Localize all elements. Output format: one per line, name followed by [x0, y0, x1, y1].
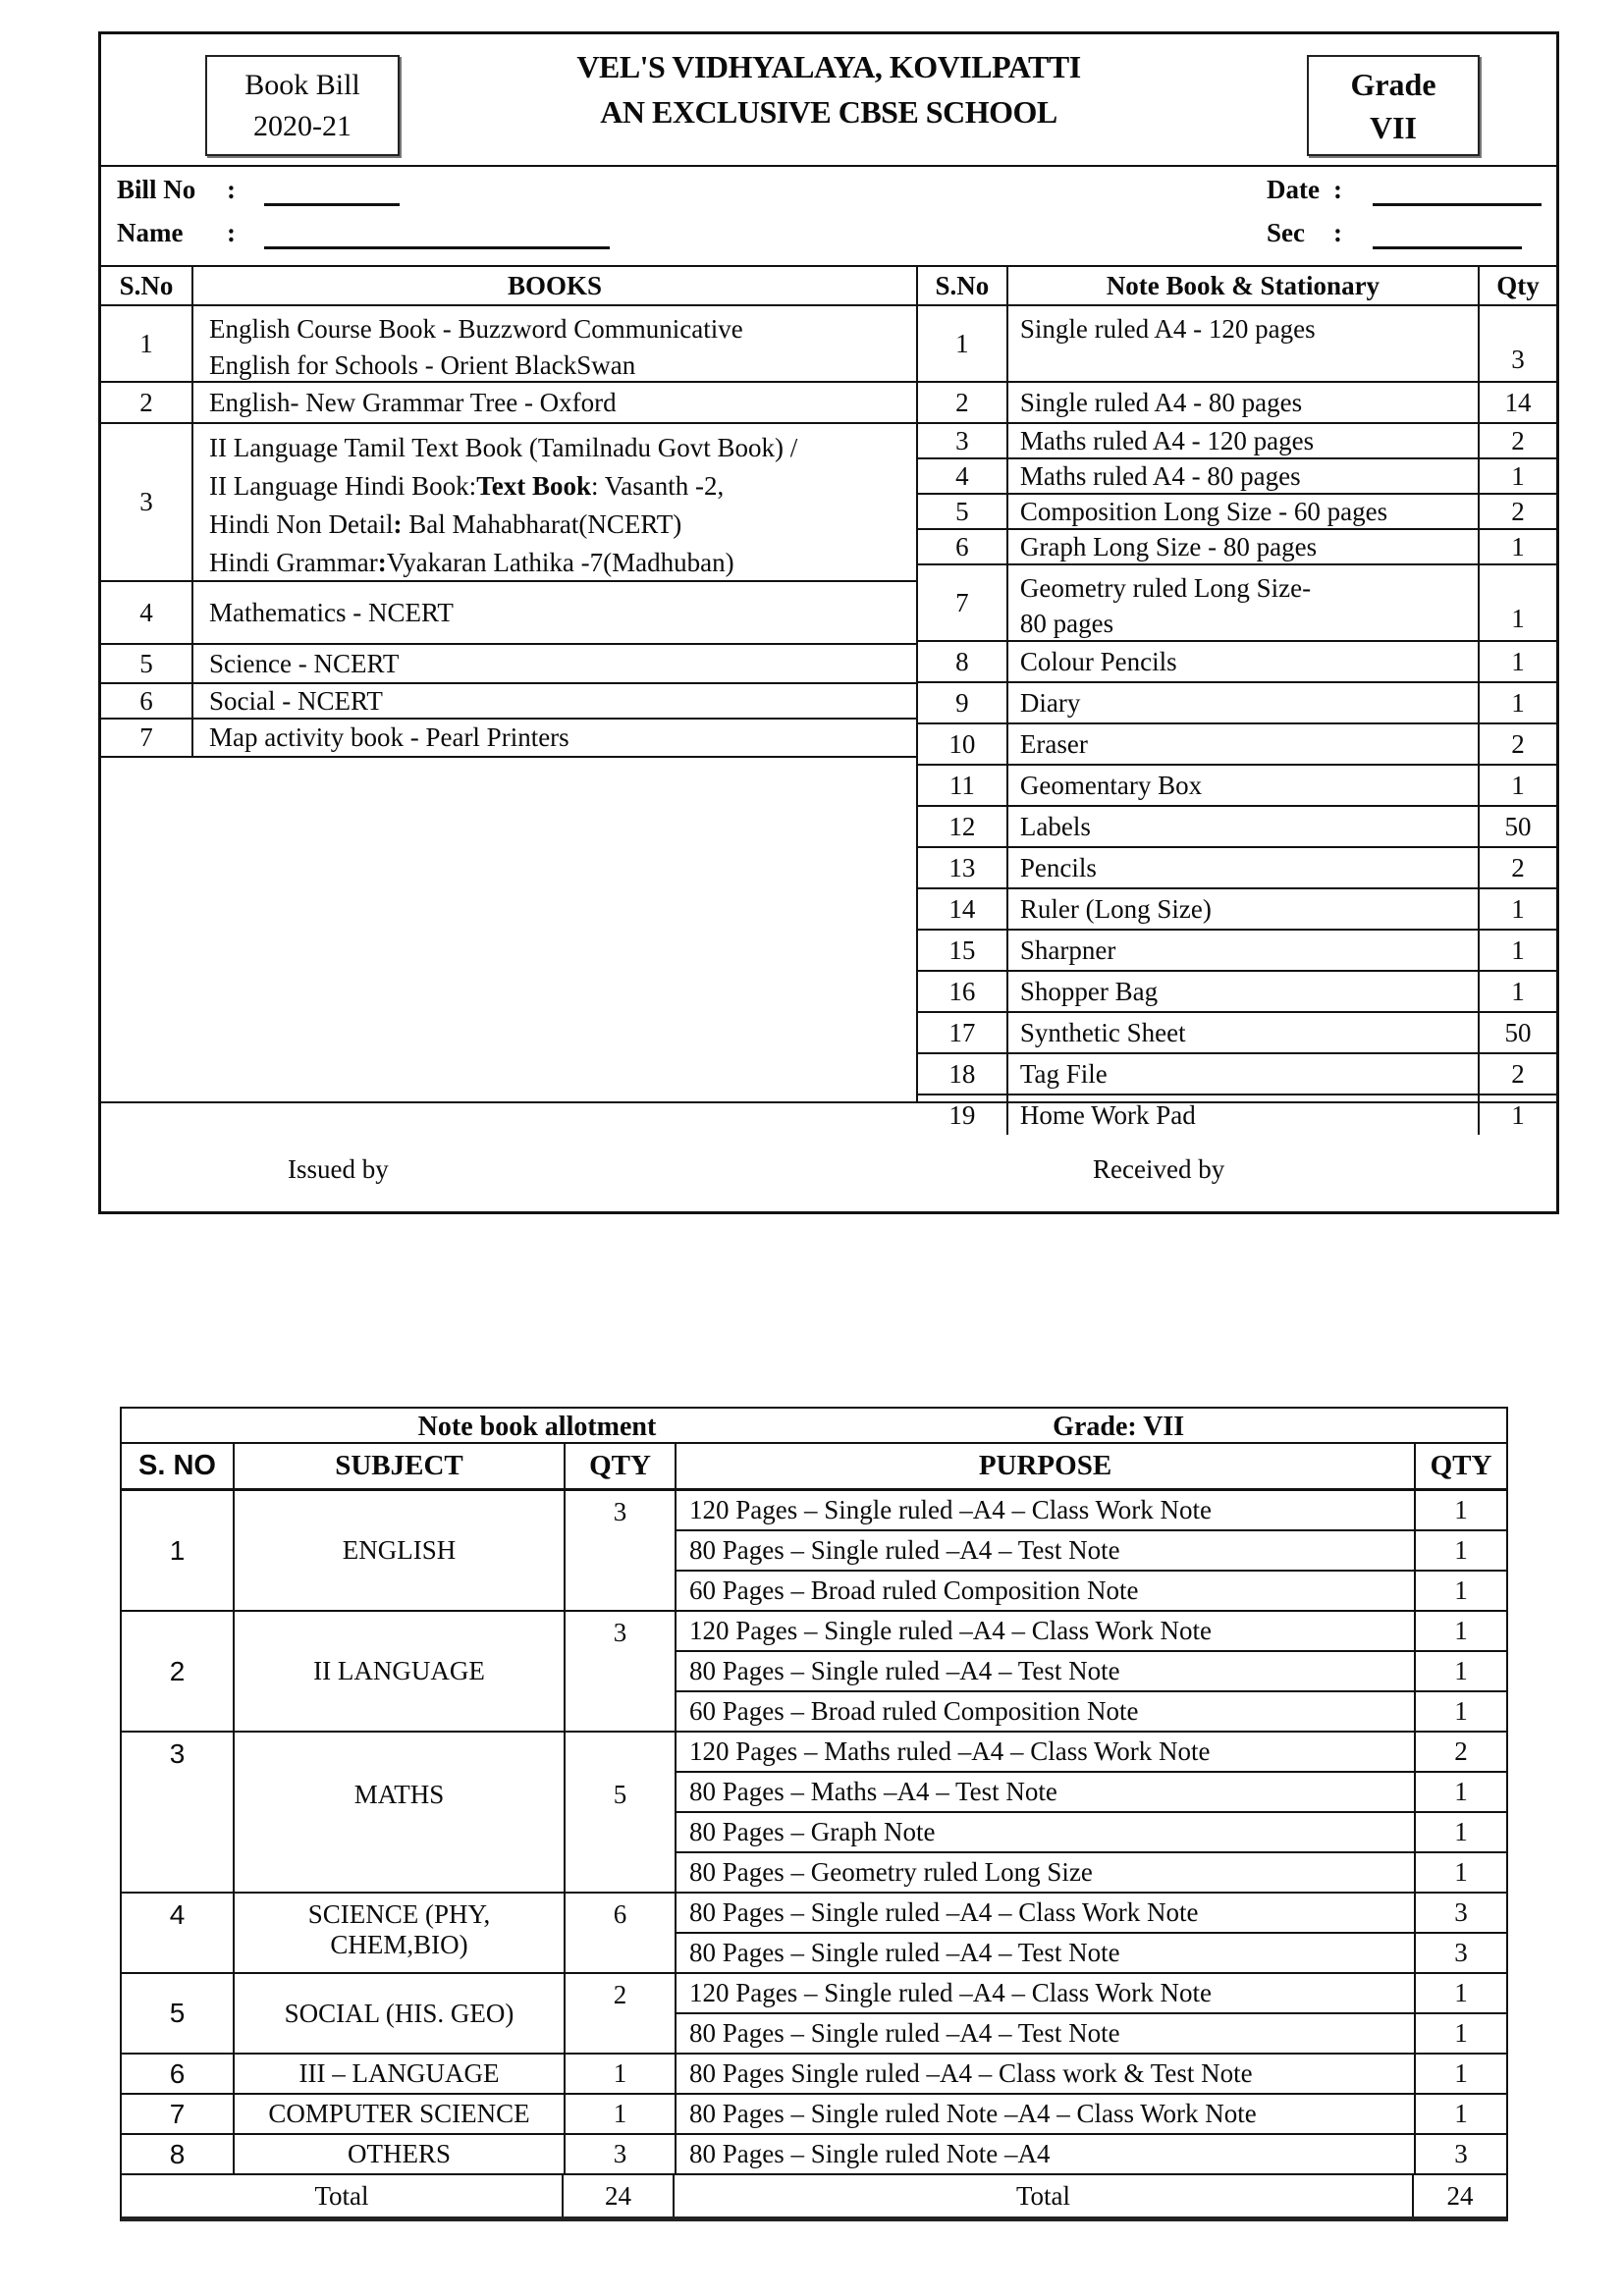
- stationery-item: Composition Long Size - 60 pages: [1008, 495, 1480, 528]
- section-sno: 6: [122, 2055, 235, 2093]
- table-row: [918, 306, 1556, 383]
- grade-box: [1307, 55, 1480, 156]
- book-title: Mathematics - NCERT: [209, 597, 454, 627]
- total-purpose-label: Total: [675, 2175, 1414, 2216]
- stationery-qty: 1: [1511, 976, 1525, 1006]
- name-colon: :: [227, 218, 236, 247]
- section-subject: III – LANGUAGE: [235, 2055, 566, 2093]
- section-qty: 1: [566, 2055, 677, 2093]
- table-row: [918, 383, 1556, 424]
- stationery-qty: 3: [1511, 345, 1525, 374]
- section-subject: COMPUTER SCIENCE: [235, 2095, 566, 2133]
- bill-title-year: 2020-21: [253, 109, 352, 142]
- purpose-row: 60 Pages – Broad ruled Composition Note 1: [677, 1690, 1506, 1731]
- table-row: [918, 459, 1556, 495]
- table-row: [101, 720, 916, 758]
- books-table: [101, 267, 916, 1101]
- book-sno: 5: [101, 645, 193, 682]
- section-sno: 2: [122, 1612, 235, 1731]
- table-row: [101, 582, 916, 645]
- stationery-sno: 17: [918, 1013, 1008, 1052]
- stationery-item: Single ruled A4 - 80 pages: [1008, 383, 1480, 422]
- books-sno-header: S.No: [101, 267, 193, 304]
- section-sno: 7: [122, 2095, 235, 2133]
- purpose-row: 120 Pages – Single ruled –A4 – Class Work Note 1: [677, 1974, 1506, 2012]
- bill-no-label: Bill No: [117, 175, 196, 204]
- purpose-row: 60 Pages – Broad ruled Composition Note 1: [677, 1570, 1506, 1610]
- allotment-section: [122, 2095, 1506, 2135]
- book-title: II Language Tamil Text Book (Tamilnadu Govt Book) / II Language Hindi Book:Text Book: Vasanth -2, Hindi Non Detail: Bal Mahabharat(NCERT) Hindi Grammar:Vyakaran Lathika -7(Madhuban): [209, 433, 798, 577]
- stationery-qty: 50: [1504, 1017, 1532, 1047]
- section-qty: 6: [566, 1894, 677, 1972]
- stationery-qty: 50: [1504, 811, 1532, 841]
- book-sno: 2: [101, 383, 193, 422]
- allotment-title-row: [122, 1409, 1506, 1444]
- stationery-sno-header: S.No: [918, 267, 1008, 304]
- stationery-item: Home Work Pad: [1008, 1095, 1480, 1135]
- sec-label: Sec: [1267, 218, 1305, 247]
- total-qty: 24: [564, 2175, 675, 2216]
- purpose-row: 120 Pages – Single ruled –A4 – Class Work Note 1: [677, 1612, 1506, 1650]
- bill-tables: [101, 267, 1556, 1130]
- bill-title-line1: Book Bill: [244, 68, 360, 101]
- table-row: [918, 1013, 1556, 1054]
- table-row: [918, 683, 1556, 724]
- purpose-row: 80 Pages – Single ruled –A4 – Test Note 1: [677, 1650, 1506, 1690]
- col-header-sno: S. NO: [122, 1444, 235, 1488]
- allotment-section: [122, 1974, 1506, 2055]
- stationery-qty: 1: [1511, 1099, 1525, 1130]
- table-row: [918, 642, 1556, 683]
- stationery-qty: 1: [1511, 460, 1525, 491]
- stationery-item: Single ruled A4 - 120 pages: [1008, 306, 1480, 381]
- form-header: [101, 34, 1556, 167]
- table-row: [918, 766, 1556, 807]
- section-qty: 2: [566, 1974, 677, 2053]
- stationery-qty: 14: [1504, 387, 1532, 417]
- book-title: English Course Book - Buzzword Communicative English for Schools - Orient BlackSwan: [209, 314, 743, 380]
- stationery-item: Shopper Bag: [1008, 972, 1480, 1011]
- purpose-row: 80 Pages – Maths –A4 – Test Note 1: [677, 1771, 1506, 1811]
- stationery-sno: 5: [918, 495, 1008, 528]
- school-tagline: AN EXCLUSIVE CBSE SCHOOL: [600, 94, 1057, 130]
- stationery-qty: 1: [1511, 604, 1525, 633]
- table-row: [918, 1054, 1556, 1095]
- section-subject: II LANGUAGE: [235, 1612, 566, 1731]
- allotment-section: [122, 2055, 1506, 2095]
- allotment-title: Note book allotment: [417, 1412, 657, 1442]
- book-title: Map activity book - Pearl Printers: [209, 722, 569, 752]
- table-row: [918, 724, 1556, 766]
- purpose-row: 80 Pages – Geometry ruled Long Size 1: [677, 1851, 1506, 1892]
- stationery-qty: 1: [1511, 934, 1525, 965]
- section-qty: 1: [566, 2095, 677, 2133]
- name-field: [264, 220, 610, 249]
- section-qty: 3: [566, 1612, 677, 1731]
- section-sno: 4: [122, 1894, 235, 1972]
- stationery-item: Pencils: [1008, 848, 1480, 887]
- received-by-label: Received by: [1093, 1154, 1225, 1184]
- stationery-sno: 19: [918, 1095, 1008, 1135]
- book-title: English- New Grammar Tree - Oxford: [209, 387, 617, 417]
- book-bill-form: [98, 31, 1559, 1214]
- stationery-item-header: Note Book & Stationary: [1008, 267, 1480, 304]
- school-name-line1: VEL'S VIDHYALAYA, KOVILPATTI: [576, 49, 1081, 84]
- stationery-item: Eraser: [1008, 724, 1480, 764]
- stationery-sno: 12: [918, 807, 1008, 846]
- allotment-section: [122, 1894, 1506, 1974]
- stationery-item: Geomentary Box: [1008, 766, 1480, 805]
- table-row: [918, 807, 1556, 848]
- allotment-section: [122, 2135, 1506, 2175]
- stationery-sno: 11: [918, 766, 1008, 805]
- stationery-item: Tag File: [1008, 1054, 1480, 1094]
- sec-colon: :: [1333, 218, 1342, 247]
- table-row: [918, 530, 1556, 565]
- stationery-sno: 14: [918, 889, 1008, 929]
- table-row: [101, 306, 916, 383]
- stationery-qty: 2: [1511, 496, 1525, 526]
- book-sno: 4: [101, 582, 193, 643]
- section-qty: 3: [566, 1491, 677, 1610]
- section-subject: OTHERS: [235, 2135, 566, 2173]
- book-sno: 6: [101, 684, 193, 718]
- section-qty: 5: [566, 1733, 677, 1892]
- section-qty: 3: [566, 2135, 677, 2173]
- allotment-section: [122, 1733, 1506, 1894]
- allotment-header-row: [122, 1444, 1506, 1491]
- table-row: [918, 931, 1556, 972]
- book-sno: 3: [101, 424, 193, 580]
- purpose-row: 80 Pages – Single ruled Note –A4 3: [677, 2135, 1506, 2173]
- stationery-item: Maths ruled A4 - 80 pages: [1008, 459, 1480, 493]
- stationery-sno: 13: [918, 848, 1008, 887]
- section-subject: SCIENCE (PHY, CHEM,BIO): [235, 1894, 566, 1972]
- books-empty-cell: [101, 758, 916, 1101]
- col-header-qty2: QTY: [1430, 1450, 1492, 1481]
- purpose-row: 80 Pages – Graph Note 1: [677, 1811, 1506, 1851]
- table-row: [918, 972, 1556, 1013]
- stationery-qty: 1: [1511, 893, 1525, 924]
- stationery-sno: 10: [918, 724, 1008, 764]
- stationery-qty: 1: [1511, 531, 1525, 561]
- stationery-sno: 1: [918, 306, 1008, 381]
- stationery-sno: 4: [918, 459, 1008, 493]
- stationery-qty: 2: [1511, 852, 1525, 882]
- bill-no-field: [264, 177, 400, 206]
- table-row: [918, 889, 1556, 931]
- stationery-header-row: [918, 267, 1556, 306]
- stationery-sno: 7: [918, 565, 1008, 640]
- table-row: [101, 684, 916, 720]
- stationery-qty: 2: [1511, 425, 1525, 455]
- allotment-total-row: [122, 2175, 1506, 2216]
- bill-no-colon: :: [227, 175, 236, 204]
- stationery-item: Graph Long Size - 80 pages: [1008, 530, 1480, 563]
- col-header-subject: SUBJECT: [235, 1444, 566, 1488]
- section-sno: 1: [122, 1491, 235, 1610]
- col-header-qty: QTY: [566, 1444, 677, 1488]
- stationery-qty: 1: [1511, 687, 1525, 718]
- stationery-sno: 15: [918, 931, 1008, 970]
- date-colon: :: [1333, 175, 1342, 204]
- books-header-row: [101, 267, 916, 306]
- allotment-section: [122, 1612, 1506, 1733]
- bill-info: [101, 167, 1556, 267]
- stationery-sno: 18: [918, 1054, 1008, 1094]
- book-sno: 1: [101, 306, 193, 381]
- table-row: [918, 848, 1556, 889]
- signature-band: [101, 1101, 1556, 1211]
- notebook-allotment-table: [120, 1407, 1508, 2221]
- stationery-sno: 16: [918, 972, 1008, 1011]
- section-sno: 3: [122, 1733, 235, 1892]
- section-subject: MATHS: [235, 1733, 566, 1892]
- stationery-sno: 8: [918, 642, 1008, 681]
- table-row: [918, 565, 1556, 642]
- book-title: Social - NCERT: [209, 685, 383, 716]
- table-row: [101, 645, 916, 684]
- books-column-header: BOOKS: [507, 270, 602, 300]
- grade-label: Grade: [1350, 66, 1436, 102]
- stationery-item: Sharpner: [1008, 931, 1480, 970]
- stationery-qty-header: Qty: [1496, 270, 1540, 300]
- section-subject: SOCIAL (HIS. GEO): [235, 1974, 566, 2053]
- purpose-row: 120 Pages – Single ruled –A4 – Class Work Note 1: [677, 1491, 1506, 1529]
- table-row: [101, 383, 916, 424]
- stationery-item: Maths ruled A4 - 120 pages: [1008, 424, 1480, 457]
- grade-value: VII: [1369, 109, 1417, 145]
- stationery-qty: 2: [1511, 728, 1525, 759]
- stationery-sno: 2: [918, 383, 1008, 422]
- stationery-item: Geometry ruled Long Size- 80 pages: [1008, 565, 1480, 640]
- table-row: [101, 424, 916, 582]
- stationery-qty: 1: [1511, 646, 1525, 676]
- stationery-item: Colour Pencils: [1008, 642, 1480, 681]
- book-sno: 7: [101, 720, 193, 756]
- stationery-qty: 1: [1511, 770, 1525, 800]
- table-row: [918, 495, 1556, 530]
- col-header-purpose: PURPOSE: [677, 1444, 1416, 1488]
- purpose-row: 80 Pages – Single ruled –A4 – Test Note 3: [677, 1932, 1506, 1972]
- section-sno: 8: [122, 2135, 235, 2173]
- purpose-row: 80 Pages – Single ruled –A4 – Test Note 1: [677, 1529, 1506, 1570]
- section-sno: 5: [122, 1974, 235, 2053]
- name-label: Name: [117, 218, 184, 247]
- stationery-item: Diary: [1008, 683, 1480, 722]
- allotment-grade: Grade: VII: [1053, 1412, 1185, 1442]
- stationery-item: Ruler (Long Size): [1008, 889, 1480, 929]
- section-subject: ENGLISH: [235, 1491, 566, 1610]
- stationery-sno: 6: [918, 530, 1008, 563]
- stationery-table: [916, 267, 1556, 1130]
- allotment-section: [122, 1491, 1506, 1612]
- date-label: Date: [1267, 175, 1320, 204]
- stationery-qty: 2: [1511, 1058, 1525, 1089]
- issued-by-label: Issued by: [288, 1154, 389, 1184]
- purpose-row: 120 Pages – Maths ruled –A4 – Class Work Note 2: [677, 1733, 1506, 1771]
- total-purpose-qty: 24: [1446, 2180, 1474, 2211]
- purpose-row: 80 Pages – Single ruled –A4 – Class Work Note 3: [677, 1894, 1506, 1932]
- stationery-item: Labels: [1008, 807, 1480, 846]
- date-field: [1373, 177, 1542, 206]
- stationery-sno: 9: [918, 683, 1008, 722]
- total-label: Total: [122, 2175, 564, 2216]
- purpose-row: 80 Pages Single ruled –A4 – Class work & Test Note 1: [677, 2055, 1506, 2093]
- purpose-row: 80 Pages – Single ruled Note –A4 – Class Work Note 1: [677, 2095, 1506, 2133]
- sec-field: [1373, 220, 1522, 249]
- purpose-row: 80 Pages – Single ruled –A4 – Test Note 1: [677, 2012, 1506, 2053]
- table-row: [918, 424, 1556, 459]
- stationery-sno: 3: [918, 424, 1008, 457]
- book-title: Science - NCERT: [209, 648, 400, 678]
- stationery-item: Synthetic Sheet: [1008, 1013, 1480, 1052]
